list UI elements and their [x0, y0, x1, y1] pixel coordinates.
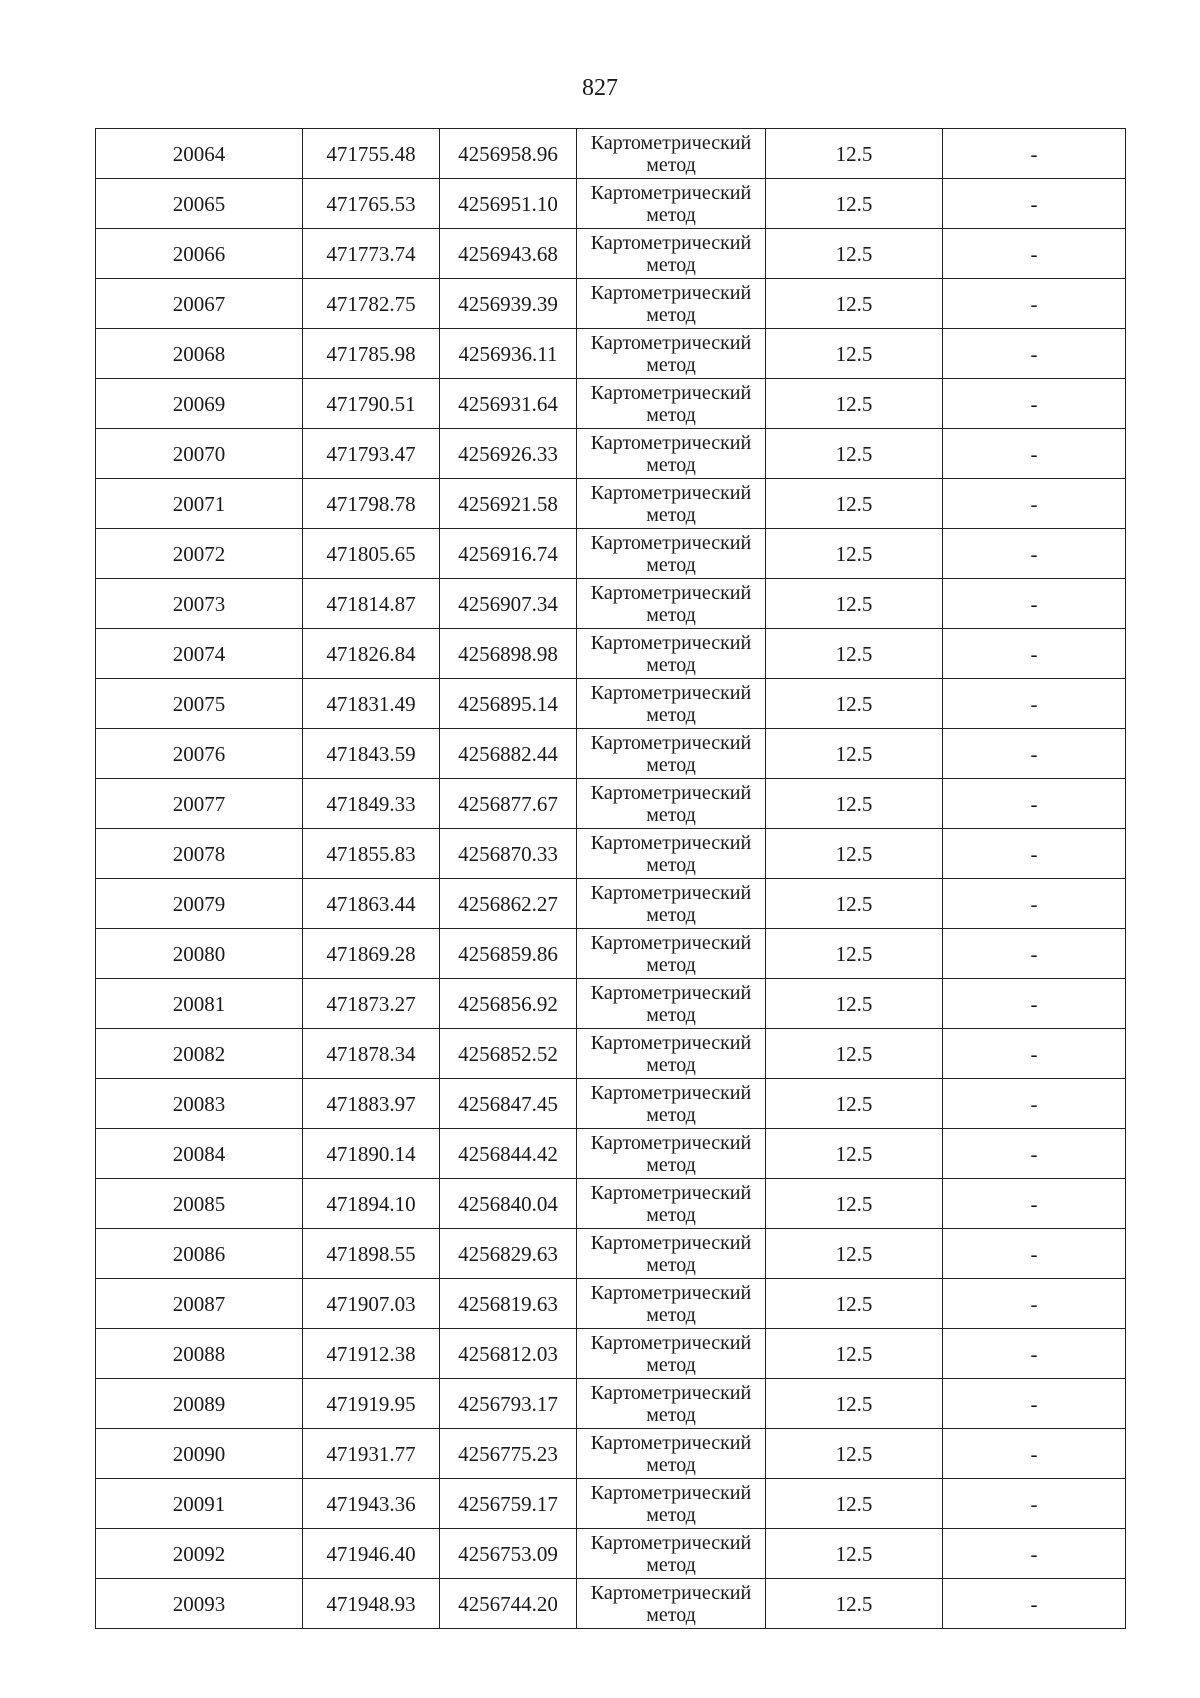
point-number-cell: 20077 — [96, 779, 303, 829]
point-number-cell: 20075 — [96, 679, 303, 729]
note-cell: - — [943, 1079, 1126, 1129]
note-cell: - — [943, 1029, 1126, 1079]
note-cell: - — [943, 279, 1126, 329]
method-line-2: метод — [646, 353, 696, 376]
method-line-2: метод — [646, 403, 696, 426]
table-row — [96, 1079, 1126, 1129]
method-line-2: метод — [646, 1153, 696, 1176]
x-coordinate-cell: 471849.33 — [303, 779, 440, 829]
method-line-2: метод — [646, 1353, 696, 1376]
point-number-cell: 20066 — [96, 229, 303, 279]
note-cell: - — [943, 1529, 1126, 1579]
method-line-1: Картометрический — [590, 1381, 752, 1404]
accuracy-cell: 12.5 — [766, 1029, 943, 1079]
method-cell — [577, 1129, 766, 1179]
method-line-2: метод — [646, 553, 696, 576]
accuracy-cell: 12.5 — [766, 129, 943, 179]
point-number-cell: 20078 — [96, 829, 303, 879]
method-line-2: метод — [646, 1553, 696, 1576]
point-number-cell: 20089 — [96, 1379, 303, 1429]
accuracy-cell: 12.5 — [766, 579, 943, 629]
point-number-cell: 20093 — [96, 1579, 303, 1629]
method-line-2: метод — [646, 1103, 696, 1126]
table-row — [96, 1329, 1126, 1379]
method-cell — [577, 129, 766, 179]
x-coordinate-cell: 471946.40 — [303, 1529, 440, 1579]
point-number-cell: 20067 — [96, 279, 303, 329]
x-coordinate-cell: 471805.65 — [303, 529, 440, 579]
table-row — [96, 1129, 1126, 1179]
method-cell — [577, 329, 766, 379]
accuracy-cell: 12.5 — [766, 629, 943, 679]
method-line-1: Картометрический — [590, 431, 752, 454]
y-coordinate-cell: 4256862.27 — [440, 879, 577, 929]
accuracy-cell: 12.5 — [766, 729, 943, 779]
y-coordinate-cell: 4256844.42 — [440, 1129, 577, 1179]
method-line-2: метод — [646, 903, 696, 926]
accuracy-cell: 12.5 — [766, 1529, 943, 1579]
method-cell — [577, 1579, 766, 1629]
y-coordinate-cell: 4256840.04 — [440, 1179, 577, 1229]
y-coordinate-cell: 4256882.44 — [440, 729, 577, 779]
method-cell — [577, 679, 766, 729]
point-number-cell: 20090 — [96, 1429, 303, 1479]
y-coordinate-cell: 4256877.67 — [440, 779, 577, 829]
x-coordinate-cell: 471855.83 — [303, 829, 440, 879]
method-line-2: метод — [646, 803, 696, 826]
table-row — [96, 479, 1126, 529]
y-coordinate-cell: 4256859.86 — [440, 929, 577, 979]
y-coordinate-cell: 4256895.14 — [440, 679, 577, 729]
method-line-1: Картометрический — [590, 931, 752, 954]
method-line-1: Картометрический — [590, 531, 752, 554]
method-cell — [577, 1379, 766, 1429]
x-coordinate-cell: 471873.27 — [303, 979, 440, 1029]
table-row — [96, 1029, 1126, 1079]
table-row — [96, 1579, 1126, 1629]
note-cell: - — [943, 1129, 1126, 1179]
accuracy-cell: 12.5 — [766, 929, 943, 979]
method-cell — [577, 279, 766, 329]
table-row — [96, 929, 1126, 979]
accuracy-cell: 12.5 — [766, 1329, 943, 1379]
method-cell — [577, 879, 766, 929]
method-line-1: Картометрический — [590, 331, 752, 354]
method-line-1: Картометрический — [590, 1531, 752, 1554]
accuracy-cell: 12.5 — [766, 1429, 943, 1479]
x-coordinate-cell: 471894.10 — [303, 1179, 440, 1229]
method-cell — [577, 1079, 766, 1129]
page-number: 827 — [582, 75, 618, 101]
note-cell: - — [943, 329, 1126, 379]
point-number-cell: 20092 — [96, 1529, 303, 1579]
method-line-1: Картометрический — [590, 1131, 752, 1154]
method-cell — [577, 1329, 766, 1379]
table-row — [96, 279, 1126, 329]
x-coordinate-cell: 471790.51 — [303, 379, 440, 429]
table-row — [96, 1379, 1126, 1429]
note-cell: - — [943, 779, 1126, 829]
method-line-1: Картометрический — [590, 1331, 752, 1354]
method-cell — [577, 579, 766, 629]
note-cell: - — [943, 529, 1126, 579]
method-line-1: Картометрический — [590, 881, 752, 904]
point-number-cell: 20081 — [96, 979, 303, 1029]
y-coordinate-cell: 4256921.58 — [440, 479, 577, 529]
point-number-cell: 20085 — [96, 1179, 303, 1229]
method-line-2: метод — [646, 1253, 696, 1276]
method-cell — [577, 1029, 766, 1079]
y-coordinate-cell: 4256931.64 — [440, 379, 577, 429]
method-line-2: метод — [646, 1453, 696, 1476]
y-coordinate-cell: 4256775.23 — [440, 1429, 577, 1479]
accuracy-cell: 12.5 — [766, 429, 943, 479]
method-line-1: Картометрический — [590, 1231, 752, 1254]
table-row — [96, 1179, 1126, 1229]
table-row — [96, 879, 1126, 929]
note-cell: - — [943, 129, 1126, 179]
note-cell: - — [943, 1279, 1126, 1329]
method-line-1: Картометрический — [590, 281, 752, 304]
note-cell: - — [943, 879, 1126, 929]
method-cell — [577, 829, 766, 879]
y-coordinate-cell: 4256898.98 — [440, 629, 577, 679]
note-cell: - — [943, 629, 1126, 679]
method-line-2: метод — [646, 1303, 696, 1326]
accuracy-cell: 12.5 — [766, 829, 943, 879]
y-coordinate-cell: 4256936.11 — [440, 329, 577, 379]
method-line-2: метод — [646, 253, 696, 276]
table-row — [96, 429, 1126, 479]
table-row — [96, 1529, 1126, 1579]
method-line-1: Картометрический — [590, 1181, 752, 1204]
method-line-1: Картометрический — [590, 481, 752, 504]
method-cell — [577, 1179, 766, 1229]
accuracy-cell: 12.5 — [766, 779, 943, 829]
x-coordinate-cell: 471912.38 — [303, 1329, 440, 1379]
method-line-1: Картометрический — [590, 181, 752, 204]
method-line-1: Картометрический — [590, 231, 752, 254]
accuracy-cell: 12.5 — [766, 979, 943, 1029]
method-line-1: Картометрический — [590, 1081, 752, 1104]
note-cell: - — [943, 1329, 1126, 1379]
y-coordinate-cell: 4256951.10 — [440, 179, 577, 229]
y-coordinate-cell: 4256852.52 — [440, 1029, 577, 1079]
method-cell — [577, 729, 766, 779]
note-cell: - — [943, 679, 1126, 729]
point-number-cell: 20071 — [96, 479, 303, 529]
point-number-cell: 20088 — [96, 1329, 303, 1379]
method-cell — [577, 1479, 766, 1529]
method-line-1: Картометрический — [590, 1581, 752, 1604]
table-row — [96, 679, 1126, 729]
method-line-2: метод — [646, 1003, 696, 1026]
method-line-2: метод — [646, 1403, 696, 1426]
method-line-1: Картометрический — [590, 731, 752, 754]
table-row — [96, 629, 1126, 679]
method-line-1: Картометрический — [590, 131, 752, 154]
table-row — [96, 129, 1126, 179]
point-number-cell: 20086 — [96, 1229, 303, 1279]
point-number-cell: 20074 — [96, 629, 303, 679]
point-number-cell: 20082 — [96, 1029, 303, 1079]
note-cell: - — [943, 829, 1126, 879]
method-cell — [577, 429, 766, 479]
method-cell — [577, 229, 766, 279]
table-row — [96, 529, 1126, 579]
method-line-2: метод — [646, 753, 696, 776]
x-coordinate-cell: 471782.75 — [303, 279, 440, 329]
note-cell: - — [943, 1479, 1126, 1529]
method-line-1: Картометрический — [590, 1431, 752, 1454]
method-line-2: метод — [646, 1203, 696, 1226]
accuracy-cell: 12.5 — [766, 679, 943, 729]
note-cell: - — [943, 179, 1126, 229]
table-row — [96, 1229, 1126, 1279]
note-cell: - — [943, 1229, 1126, 1279]
method-line-2: метод — [646, 453, 696, 476]
y-coordinate-cell: 4256939.39 — [440, 279, 577, 329]
accuracy-cell: 12.5 — [766, 179, 943, 229]
method-line-2: метод — [646, 153, 696, 176]
method-line-1: Картометрический — [590, 681, 752, 704]
method-line-2: метод — [646, 1053, 696, 1076]
method-line-1: Картометрический — [590, 981, 752, 1004]
method-line-2: метод — [646, 653, 696, 676]
y-coordinate-cell: 4256847.45 — [440, 1079, 577, 1129]
table-row — [96, 1279, 1126, 1329]
table-row — [96, 379, 1126, 429]
x-coordinate-cell: 471890.14 — [303, 1129, 440, 1179]
x-coordinate-cell: 471843.59 — [303, 729, 440, 779]
method-line-2: метод — [646, 603, 696, 626]
note-cell: - — [943, 379, 1126, 429]
accuracy-cell: 12.5 — [766, 279, 943, 329]
note-cell: - — [943, 1429, 1126, 1479]
point-number-cell: 20070 — [96, 429, 303, 479]
method-cell — [577, 979, 766, 1029]
accuracy-cell: 12.5 — [766, 1129, 943, 1179]
y-coordinate-cell: 4256958.96 — [440, 129, 577, 179]
table-row — [96, 729, 1126, 779]
accuracy-cell: 12.5 — [766, 379, 943, 429]
note-cell: - — [943, 229, 1126, 279]
table-row — [96, 329, 1126, 379]
method-line-1: Картометрический — [590, 631, 752, 654]
accuracy-cell: 12.5 — [766, 1279, 943, 1329]
note-cell: - — [943, 1179, 1126, 1229]
x-coordinate-cell: 471785.98 — [303, 329, 440, 379]
accuracy-cell: 12.5 — [766, 1579, 943, 1629]
method-cell — [577, 779, 766, 829]
point-number-cell: 20091 — [96, 1479, 303, 1529]
y-coordinate-cell: 4256829.63 — [440, 1229, 577, 1279]
x-coordinate-cell: 471831.49 — [303, 679, 440, 729]
note-cell: - — [943, 729, 1126, 779]
method-line-2: метод — [646, 1603, 696, 1626]
y-coordinate-cell: 4256916.74 — [440, 529, 577, 579]
table-body — [96, 129, 1126, 1629]
y-coordinate-cell: 4256856.92 — [440, 979, 577, 1029]
point-number-cell: 20069 — [96, 379, 303, 429]
table-row — [96, 779, 1126, 829]
point-number-cell: 20084 — [96, 1129, 303, 1179]
note-cell: - — [943, 979, 1126, 1029]
x-coordinate-cell: 471798.78 — [303, 479, 440, 529]
point-number-cell: 20072 — [96, 529, 303, 579]
note-cell: - — [943, 1379, 1126, 1429]
x-coordinate-cell: 471755.48 — [303, 129, 440, 179]
y-coordinate-cell: 4256870.33 — [440, 829, 577, 879]
method-cell — [577, 529, 766, 579]
method-line-2: метод — [646, 703, 696, 726]
note-cell: - — [943, 579, 1126, 629]
accuracy-cell: 12.5 — [766, 879, 943, 929]
method-cell — [577, 629, 766, 679]
y-coordinate-cell: 4256753.09 — [440, 1529, 577, 1579]
accuracy-cell: 12.5 — [766, 1379, 943, 1429]
accuracy-cell: 12.5 — [766, 329, 943, 379]
method-line-2: метод — [646, 303, 696, 326]
x-coordinate-cell: 471883.97 — [303, 1079, 440, 1129]
coordinates-table — [95, 128, 1126, 1629]
table-row — [96, 829, 1126, 879]
x-coordinate-cell: 471931.77 — [303, 1429, 440, 1479]
x-coordinate-cell: 471773.74 — [303, 229, 440, 279]
point-number-cell: 20076 — [96, 729, 303, 779]
method-cell — [577, 479, 766, 529]
y-coordinate-cell: 4256759.17 — [440, 1479, 577, 1529]
accuracy-cell: 12.5 — [766, 229, 943, 279]
point-number-cell: 20087 — [96, 1279, 303, 1329]
note-cell: - — [943, 1579, 1126, 1629]
point-number-cell: 20083 — [96, 1079, 303, 1129]
x-coordinate-cell: 471943.36 — [303, 1479, 440, 1529]
method-cell — [577, 929, 766, 979]
accuracy-cell: 12.5 — [766, 1079, 943, 1129]
x-coordinate-cell: 471793.47 — [303, 429, 440, 479]
method-line-1: Картометрический — [590, 781, 752, 804]
y-coordinate-cell: 4256812.03 — [440, 1329, 577, 1379]
method-line-1: Картометрический — [590, 1481, 752, 1504]
table-row — [96, 1479, 1126, 1529]
method-cell — [577, 379, 766, 429]
table-row — [96, 229, 1126, 279]
x-coordinate-cell: 471869.28 — [303, 929, 440, 979]
method-line-2: метод — [646, 203, 696, 226]
y-coordinate-cell: 4256943.68 — [440, 229, 577, 279]
table-row — [96, 1429, 1126, 1479]
note-cell: - — [943, 479, 1126, 529]
y-coordinate-cell: 4256793.17 — [440, 1379, 577, 1429]
y-coordinate-cell: 4256819.63 — [440, 1279, 577, 1329]
note-cell: - — [943, 929, 1126, 979]
x-coordinate-cell: 471907.03 — [303, 1279, 440, 1329]
x-coordinate-cell: 471878.34 — [303, 1029, 440, 1079]
x-coordinate-cell: 471863.44 — [303, 879, 440, 929]
method-cell — [577, 1229, 766, 1279]
method-line-1: Картометрический — [590, 1281, 752, 1304]
method-cell — [577, 1529, 766, 1579]
method-line-1: Картометрический — [590, 381, 752, 404]
method-line-2: метод — [646, 1503, 696, 1526]
accuracy-cell: 12.5 — [766, 1479, 943, 1529]
method-line-1: Картометрический — [590, 581, 752, 604]
y-coordinate-cell: 4256744.20 — [440, 1579, 577, 1629]
point-number-cell: 20080 — [96, 929, 303, 979]
accuracy-cell: 12.5 — [766, 479, 943, 529]
point-number-cell: 20068 — [96, 329, 303, 379]
method-line-2: метод — [646, 503, 696, 526]
note-cell: - — [943, 429, 1126, 479]
point-number-cell: 20064 — [96, 129, 303, 179]
method-cell — [577, 1279, 766, 1329]
method-line-2: метод — [646, 953, 696, 976]
point-number-cell: 20073 — [96, 579, 303, 629]
point-number-cell: 20065 — [96, 179, 303, 229]
y-coordinate-cell: 4256907.34 — [440, 579, 577, 629]
x-coordinate-cell: 471826.84 — [303, 629, 440, 679]
table-row — [96, 579, 1126, 629]
accuracy-cell: 12.5 — [766, 1179, 943, 1229]
point-number-cell: 20079 — [96, 879, 303, 929]
table-row — [96, 179, 1126, 229]
x-coordinate-cell: 471919.95 — [303, 1379, 440, 1429]
method-line-2: метод — [646, 853, 696, 876]
accuracy-cell: 12.5 — [766, 529, 943, 579]
accuracy-cell: 12.5 — [766, 1229, 943, 1279]
y-coordinate-cell: 4256926.33 — [440, 429, 577, 479]
table-row — [96, 979, 1126, 1029]
x-coordinate-cell: 471765.53 — [303, 179, 440, 229]
method-cell — [577, 179, 766, 229]
x-coordinate-cell: 471814.87 — [303, 579, 440, 629]
x-coordinate-cell: 471948.93 — [303, 1579, 440, 1629]
method-line-1: Картометрический — [590, 831, 752, 854]
x-coordinate-cell: 471898.55 — [303, 1229, 440, 1279]
method-line-1: Картометрический — [590, 1031, 752, 1054]
method-cell — [577, 1429, 766, 1479]
